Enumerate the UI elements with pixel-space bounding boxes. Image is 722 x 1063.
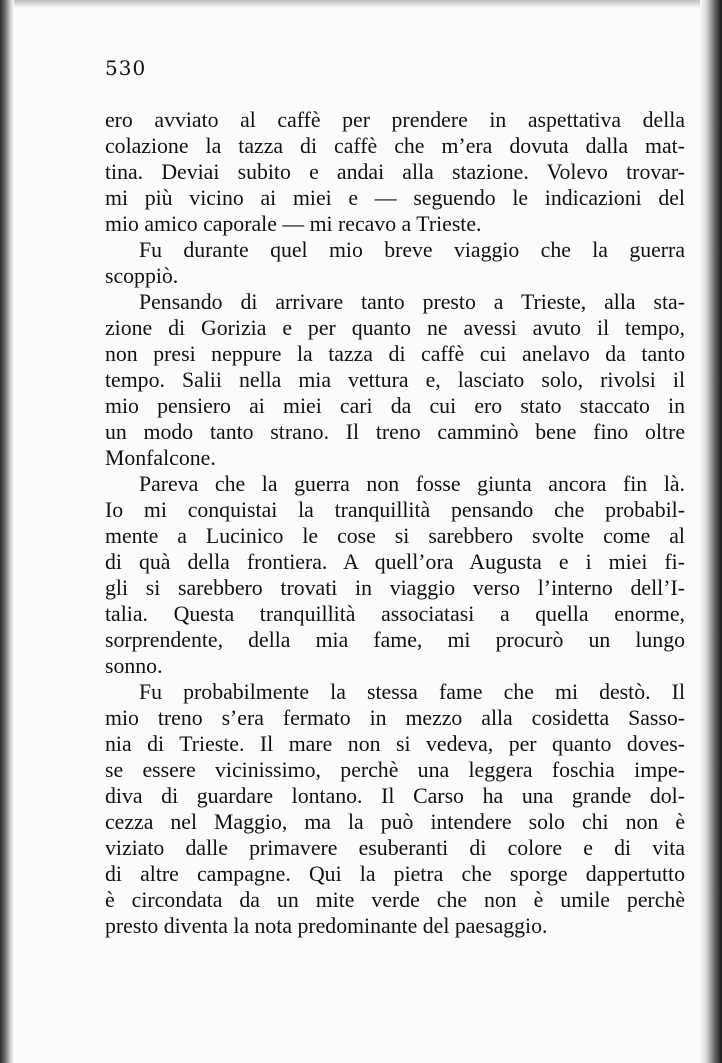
text-line: presto diventa la nota predominante del paesaggio. bbox=[105, 914, 548, 938]
text-line: se essere vicinissimo, perchè una leggera foschia impe- bbox=[105, 758, 685, 782]
text-line: non presi neppure la tazza di caffè cui anelavo da tanto bbox=[105, 342, 685, 366]
text-line: Io mi conquistai la tranquillità pensando che probabil- bbox=[105, 498, 685, 522]
text-line: è circondata da un mite verde che non è umile perchè bbox=[105, 888, 685, 912]
text-line: mio treno s’era fermato in mezzo alla cosidetta Sasso- bbox=[105, 706, 685, 730]
text-line: gli si sarebbero trovati in viaggio verso l’interno dell’I- bbox=[105, 576, 685, 600]
text-line: Pareva che la guerra non fosse giunta ancora fin là. bbox=[139, 472, 685, 496]
text-line: di altre campagne. Qui la pietra che sporge dappertutto bbox=[105, 862, 685, 886]
text-line: tina. Deviai subito e andai alla stazione. Volevo trovar- bbox=[105, 160, 685, 184]
text-line: scoppiò. bbox=[105, 264, 179, 288]
text-line: Pensando di arrivare tanto presto a Trieste, alla sta- bbox=[139, 290, 685, 314]
text-line: mio amico caporale — mi recavo a Trieste. bbox=[105, 212, 482, 236]
text-line: Fu probabilmente la stessa fame che mi destò. Il bbox=[139, 680, 685, 704]
body-text bbox=[105, 107, 685, 939]
text-line: sonno. bbox=[105, 654, 163, 678]
text-line: talia. Questa tranquillità associatasi a quella enorme, bbox=[105, 602, 685, 626]
text-line: colazione la tazza di caffè che m’era dovuta dalla mat- bbox=[105, 134, 685, 158]
text-line: mente a Lucinico le cose si sarebbero svolte come al bbox=[105, 524, 685, 548]
text-line: di quà della frontiera. A quell’ora Augusta e i miei fi- bbox=[105, 550, 685, 574]
text-line: cezza nel Maggio, ma la può intendere solo chi non è bbox=[105, 810, 685, 834]
text-line: un modo tanto strano. Il treno camminò bene fino oltre bbox=[105, 420, 685, 444]
page-top-shadow bbox=[0, 0, 722, 8]
text-line: sorprendente, della mia fame, mi procurò un lungo bbox=[105, 628, 685, 652]
text-line: zione di Gorizia e per quanto ne avessi avuto il tempo, bbox=[105, 316, 685, 340]
text-line: ero avviato al caffè per prendere in aspettativa della bbox=[105, 108, 685, 132]
text-line: nia di Trieste. Il mare non si vedeva, per quanto doves- bbox=[105, 732, 685, 756]
text-line: diva di guardare lontano. Il Carso ha una grande dol- bbox=[105, 784, 685, 808]
text-line: tempo. Salii nella mia vettura e, lasciato solo, rivolsi il bbox=[105, 368, 685, 392]
page-left-binding-shadow bbox=[0, 0, 14, 1063]
text-line: mio pensiero ai miei cari da cui ero stato staccato in bbox=[105, 394, 685, 418]
text-line: Fu durante quel mio breve viaggio che la guerra bbox=[139, 238, 685, 262]
text-line: mi più vicino ai miei e — seguendo le indicazioni del bbox=[105, 186, 685, 210]
page-right-edge-shadow bbox=[700, 0, 722, 1063]
text-line: Monfalcone. bbox=[105, 446, 216, 470]
text-line: viziato dalle primavere esuberanti di colore e di vita bbox=[105, 836, 685, 860]
page-number: 530 bbox=[105, 56, 147, 80]
